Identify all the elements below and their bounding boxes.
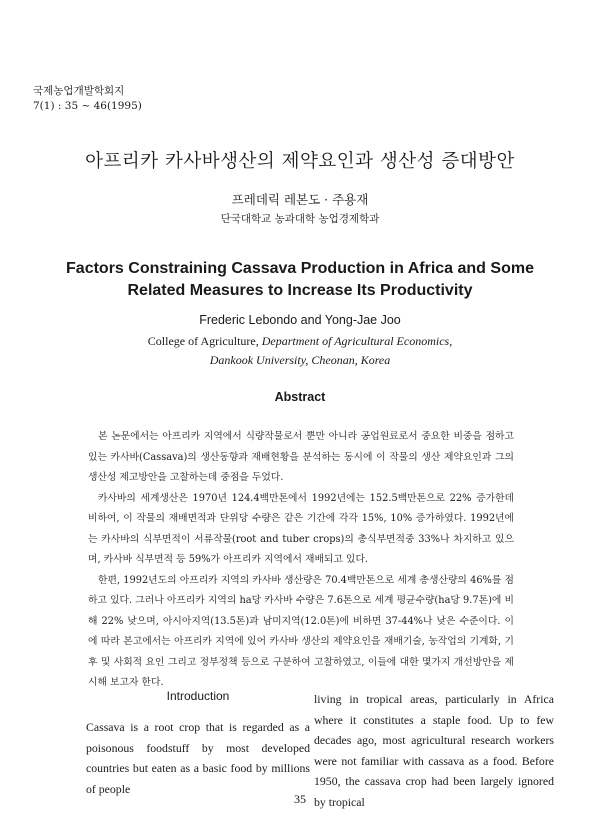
korean-affiliation: 단국대학교 농과대학 농업경제학과 <box>220 213 380 225</box>
affil-university: Dankook University, Cheonan, Korea <box>209 353 391 367</box>
affil-department: Department of Agricultural Economics, <box>261 334 453 348</box>
english-title-line1: Factors Constraining Cassava Production in Africa and Some <box>66 260 534 277</box>
abstract-paragraph: 본 논문에서는 아프리카 지역에서 식량작물로서 뿐만 아니라 공업원료로서 중요한 비중을 점하고 있는 카사바(Cassava)의 생산동향과 재배현황을 분석하는 동시에 이 작물의 생산 제약요인과 그의 생산성 제고방안을 고찰하는데 중점을 두었다. <box>88 431 514 483</box>
journal-citation: 7(1) : 35 ~ 46(1995) <box>33 100 142 112</box>
journal-name: 국제농업개발학회지 <box>33 85 125 97</box>
affil-college: College of Agriculture, <box>147 334 262 348</box>
left-column <box>86 689 310 799</box>
abstract-paragraph: 카사바의 세계생산은 1970년 124.4백만톤에서 1992년에는 152.5백만톤으로 22% 증가한데 비하여, 이 작물의 재배면적과 단위당 수량은 같은 기간에 각각 15%, 10% 증가하였다. 1992년에는 카사바의 식부면적이 서류작물(root and tuber crops)의 총식부면적중 33%나 차지하고 있으며, 카사바 식부면적 등 59%가 아프리카 지역에서 재배되고 있다. <box>88 492 514 565</box>
introduction-right-text: living in tropical areas, particularly in Africa where it constitutes a staple food. Up to few decades ago, most agricultural research workers were not familiar with cassava as a food. Before 1950, the cassava crop had been largely ignored by tropical <box>314 692 554 809</box>
abstract-paragraph: 한편, 1992년도의 아프리카 지역의 카사바 생산량은 70.4백만톤으로 세계 총생산량의 46%를 점하고 있다. 그러나 아프리카 지역의 ha당 카사바 수량은 7.6톤으로 세계 평균수량(ha당 9.7톤)에 비해 22% 낮으며, 아시아지역(13.5톤)과 남미지역(12.0톤)에 비하면 37-44%나 낮은 수준이다. 이에 따라 본고에서는 아프리카 지역에 있어 카사바 생산의 제약요인을 재배기술, 농작업의 기계화, 기후 및 사회적 요인 그리고 정부정책 등으로 구분하여 고찰하였고, 이들에 대한 몇가지 개선방안을 제시해 보고자 한다. <box>88 574 514 688</box>
page-number: 35 <box>294 792 306 806</box>
abstract-heading: Abstract <box>274 390 326 404</box>
journal-info <box>33 84 142 114</box>
abstract-body <box>88 427 514 694</box>
introduction-heading: Introduction <box>166 689 230 703</box>
english-affiliation <box>0 332 600 370</box>
english-authors: Frederic Lebondo and Yong-Jae Joo <box>199 313 401 327</box>
english-title-line2: Related Measures to Increase Its Productivity <box>127 282 473 299</box>
korean-title: 아프리카 카사바생산의 제약요인과 생산성 증대방안 <box>85 151 515 172</box>
english-title <box>0 258 600 302</box>
introduction-left-text: Cassava is a root crop that is regarded as a poisonous foodstuff by most developed countries but eaten as a basic food by millions of people <box>86 720 310 796</box>
korean-authors: 프레데릭 레본도 · 주용재 <box>231 192 369 207</box>
